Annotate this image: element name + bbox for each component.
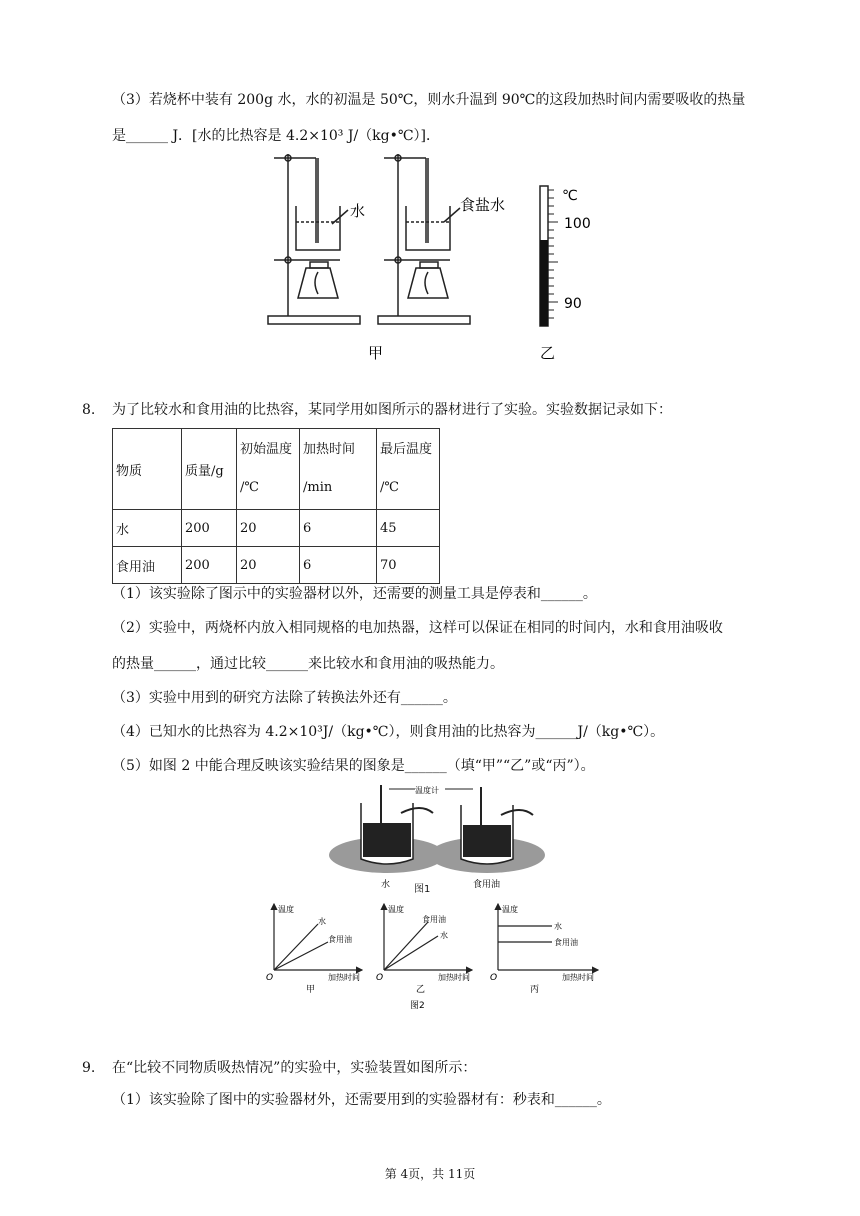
fig2-jia-water: 水	[318, 917, 326, 926]
fig2-bing-label: 丙	[530, 985, 540, 995]
fig1-thermometer-label: 温度计	[415, 786, 439, 795]
q8-p3: （3）实验中用到的研究方法除了转换法外还有______。	[112, 690, 457, 706]
q8-data-table	[112, 428, 440, 584]
fig2-bing-origin: O	[490, 973, 498, 983]
label-yi: 乙	[540, 344, 556, 362]
q8-figure2	[262, 900, 610, 1010]
q9-p1: （1）该实验除了图中的实验器材外，还需要用到的实验器材有：秒表和______。	[112, 1092, 611, 1108]
cell: 食用油	[113, 547, 182, 584]
q7-apparatus-figure	[260, 148, 620, 363]
cell: 6	[300, 510, 377, 547]
q9-intro: 在“比较不同物质吸热情况”的实验中，实验装置如图所示：	[112, 1060, 477, 1076]
fig2-jia-origin: O	[266, 973, 274, 983]
header-substance: 物质	[113, 429, 182, 510]
fig2-bing-ylabel: 温度	[502, 905, 518, 914]
q8-p1: （1）该实验除了图示中的实验器材以外，还需要的测量工具是停表和______。	[112, 586, 597, 602]
q8-number: 8.	[82, 402, 96, 418]
fig2-jia-oil: 食用油	[328, 935, 352, 944]
label-salt-water: 食盐水	[460, 196, 506, 214]
cell: 20	[237, 547, 300, 584]
fig2-bing-xlabel: 加热时间	[562, 973, 594, 982]
header-initial-temp: 初始温度 /℃	[237, 429, 300, 510]
q7-part3-line1: （3）若烧杯中装有 200g 水，水的初温是 50℃，则水升温到 90℃的这段加热时间内需要吸收的热量	[112, 92, 746, 108]
cell: 水	[113, 510, 182, 547]
q7-part3-line2: 是______ J．[水的比热容是 4.2×10³ J/（kg•℃）]．	[112, 128, 441, 144]
fig1-caption: 图1	[414, 884, 431, 895]
cell: 70	[377, 547, 440, 584]
cell: 200	[182, 510, 237, 547]
fig2-yi-origin: O	[376, 973, 384, 983]
fig2-jia-ylabel: 温度	[278, 905, 294, 914]
fig2-jia-xlabel: 加热时间	[328, 973, 360, 982]
fig2-yi-oil: 食用油	[422, 915, 446, 924]
label-water: 水	[350, 202, 366, 220]
fig2-jia-label: 甲	[306, 985, 316, 995]
thermo-unit: ℃	[562, 188, 578, 204]
fig2-yi-xlabel: 加热时间	[438, 973, 470, 982]
thermo-90: 90	[564, 296, 582, 312]
q8-figure1	[325, 783, 550, 895]
table-row	[113, 510, 440, 547]
page-footer: 第 4页，共 11页	[384, 1167, 476, 1181]
fig2-yi-ylabel: 温度	[388, 905, 404, 914]
fig2-bing-oil: 食用油	[554, 938, 578, 947]
header-mass: 质量/g	[182, 429, 237, 510]
cell: 6	[300, 547, 377, 584]
cell: 20	[237, 510, 300, 547]
cell: 200	[182, 547, 237, 584]
q8-p2-line1: （2）实验中，两烧杯内放入相同规格的电加热器，这样可以保证在相同的时间内，水和食用油吸收	[112, 620, 723, 636]
fig2-caption: 图2	[410, 1001, 425, 1010]
q8-p2-line2: 的热量______，通过比较______来比较水和食用油的吸热能力。	[112, 656, 504, 672]
table-header-row	[113, 429, 440, 510]
fig2-bing-water: 水	[554, 922, 562, 931]
header-heating-time: 加热时间 /min	[300, 429, 377, 510]
table-row	[113, 547, 440, 584]
label-jia: 甲	[368, 344, 384, 362]
cell: 45	[377, 510, 440, 547]
q9-number: 9.	[82, 1060, 96, 1076]
q8-intro: 为了比较水和食用油的比热容，某同学用如图所示的器材进行了实验。实验数据记录如下：	[112, 402, 672, 418]
q8-p4: （4）已知水的比热容为 4.2×10³J/（kg•℃），则食用油的比热容为______J/（kg•℃）。	[112, 724, 665, 740]
fig1-oil-label: 食用油	[473, 880, 501, 890]
header-final-temp: 最后温度 /℃	[377, 429, 440, 510]
thermo-100: 100	[564, 216, 591, 232]
q8-p5: （5）如图 2 中能合理反映该实验结果的图象是______（填“甲”“乙”或“丙”）。	[112, 758, 595, 774]
fig2-yi-water: 水	[440, 931, 448, 940]
fig1-water-label: 水	[381, 880, 391, 890]
fig2-yi-label: 乙	[416, 985, 426, 995]
